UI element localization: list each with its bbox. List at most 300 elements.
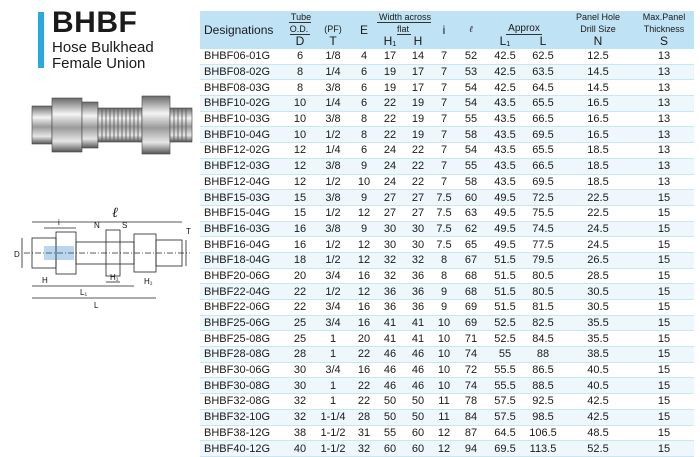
- table-row: [200, 331, 694, 347]
- table-cell: 22: [376, 111, 404, 127]
- table-row: [200, 158, 694, 174]
- table-cell: 24: [376, 174, 404, 190]
- table-cell: 3/4: [314, 268, 352, 284]
- table-cell: 7.5: [432, 237, 456, 253]
- table-cell: 1: [314, 331, 352, 347]
- product-info-panel: [0, 0, 196, 430]
- designation-cell: BHBF12-03G: [200, 158, 286, 174]
- table-cell: 32: [286, 394, 314, 410]
- table-cell: 20: [286, 268, 314, 284]
- table-cell: 6: [352, 64, 376, 80]
- table-cell: 12: [432, 441, 456, 457]
- accent-bar: [38, 12, 44, 68]
- drawing-label-h: H: [42, 276, 48, 285]
- drawing-label-l1: L₁: [80, 288, 88, 297]
- table-cell: 13: [634, 64, 694, 80]
- table-cell: 30: [286, 362, 314, 378]
- table-cell: 35.5: [562, 315, 634, 331]
- designation-cell: BHBF25-06G: [200, 315, 286, 331]
- table-cell: 63.5: [524, 64, 562, 80]
- table-cell: 79.5: [524, 252, 562, 268]
- table-cell: 19: [376, 80, 404, 96]
- table-cell: 19: [404, 96, 432, 112]
- table-cell: 22: [376, 96, 404, 112]
- designation-cell: BHBF08-03G: [200, 80, 286, 96]
- table-cell: 43.5: [486, 127, 524, 143]
- table-cell: 54: [456, 143, 486, 159]
- table-cell: 9: [432, 284, 456, 300]
- designation-cell: BHBF32-08G: [200, 394, 286, 410]
- table-row: [200, 362, 694, 378]
- table-cell: 1/2: [314, 174, 352, 190]
- table-cell: 64.5: [524, 80, 562, 96]
- table-cell: 60: [404, 441, 432, 457]
- table-row: [200, 127, 694, 143]
- table-cell: 7.5: [432, 190, 456, 206]
- table-cell: 16: [286, 221, 314, 237]
- table-cell: 7: [432, 127, 456, 143]
- designation-cell: BHBF12-02G: [200, 143, 286, 159]
- table-cell: 88: [524, 347, 562, 363]
- table-cell: 32: [376, 268, 404, 284]
- table-cell: 26.5: [562, 252, 634, 268]
- table-cell: 19: [404, 127, 432, 143]
- table-cell: 92.5: [524, 394, 562, 410]
- table-cell: 74: [456, 378, 486, 394]
- table-cell: 20: [352, 331, 376, 347]
- table-row: [200, 80, 694, 96]
- table-cell: 13: [634, 111, 694, 127]
- table-cell: 42.5: [562, 409, 634, 425]
- table-cell: 14: [404, 49, 432, 64]
- header-tube-od: Tube O.D.: [286, 11, 314, 35]
- table-cell: 12: [352, 205, 376, 221]
- table-cell: 1/2: [314, 284, 352, 300]
- table-row: [200, 111, 694, 127]
- designation-cell: BHBF15-03G: [200, 190, 286, 206]
- table-cell: 9: [432, 300, 456, 316]
- table-cell: 84: [456, 409, 486, 425]
- table-cell: 36: [404, 300, 432, 316]
- table-cell: 50: [376, 394, 404, 410]
- table-cell: 64.5: [486, 425, 524, 441]
- table-cell: 27: [376, 205, 404, 221]
- table-cell: 10: [432, 331, 456, 347]
- table-cell: 15: [634, 284, 694, 300]
- table-cell: 28: [286, 347, 314, 363]
- table-cell: 15: [286, 190, 314, 206]
- table-cell: 22: [376, 127, 404, 143]
- table-cell: 15: [634, 237, 694, 253]
- table-cell: 15: [634, 347, 694, 363]
- table-cell: 30: [404, 237, 432, 253]
- header-max-panel: Max.Panel Thickness: [634, 11, 694, 35]
- table-cell: 15: [634, 315, 694, 331]
- table-cell: 8: [352, 127, 376, 143]
- header-i: i: [432, 11, 456, 49]
- table-cell: 55: [456, 111, 486, 127]
- table-cell: 10: [352, 174, 376, 190]
- table-cell: 1-1/2: [314, 425, 352, 441]
- table-cell: 77.5: [524, 237, 562, 253]
- table-cell: 15: [634, 331, 694, 347]
- table-cell: 3/4: [314, 315, 352, 331]
- table-cell: 72.5: [524, 190, 562, 206]
- table-cell: 1/4: [314, 143, 352, 159]
- table-cell: 19: [404, 111, 432, 127]
- table-cell: 113.5: [524, 441, 562, 457]
- table-cell: 87: [456, 425, 486, 441]
- table-row: [200, 425, 694, 441]
- table-row: [200, 96, 694, 112]
- table-cell: 30.5: [562, 284, 634, 300]
- designation-cell: BHBF18-04G: [200, 252, 286, 268]
- table-cell: 41: [376, 331, 404, 347]
- designation-cell: BHBF16-04G: [200, 237, 286, 253]
- table-cell: 18.5: [562, 158, 634, 174]
- table-cell: 42.5: [486, 80, 524, 96]
- table-cell: 15: [634, 268, 694, 284]
- table-cell: 69.5: [524, 127, 562, 143]
- table-cell: 43.5: [486, 143, 524, 159]
- table-cell: 9: [352, 221, 376, 237]
- table-cell: 71: [456, 331, 486, 347]
- table-cell: 1/2: [314, 237, 352, 253]
- table-cell: 12: [432, 425, 456, 441]
- table-cell: 50: [404, 394, 432, 410]
- table-cell: 9: [352, 190, 376, 206]
- table-cell: 13: [634, 158, 694, 174]
- drawing-label-n: N: [94, 221, 100, 230]
- table-cell: 3/4: [314, 362, 352, 378]
- table-cell: 38.5: [562, 347, 634, 363]
- table-cell: 24: [376, 143, 404, 159]
- table-cell: 22: [286, 300, 314, 316]
- table-cell: 65.5: [524, 143, 562, 159]
- table-cell: 8: [432, 268, 456, 284]
- table-cell: 50: [376, 409, 404, 425]
- table-cell: 1/4: [314, 96, 352, 112]
- table-cell: 55: [456, 158, 486, 174]
- table-cell: 1: [314, 394, 352, 410]
- technical-drawing: [14, 200, 194, 320]
- table-row: [200, 284, 694, 300]
- table-cell: 49.5: [486, 205, 524, 221]
- table-row: [200, 190, 694, 206]
- designation-cell: BHBF22-06G: [200, 300, 286, 316]
- product-code: BHBF: [52, 6, 138, 39]
- table-cell: 7: [432, 174, 456, 190]
- table-cell: 49.5: [486, 221, 524, 237]
- table-cell: 17: [404, 64, 432, 80]
- table-cell: 94: [456, 441, 486, 457]
- drawing-label-t: T: [186, 227, 191, 236]
- header-h1: H₁: [376, 35, 404, 49]
- table-cell: 57.5: [486, 409, 524, 425]
- table-cell: 30: [376, 237, 404, 253]
- table-cell: 82.5: [524, 315, 562, 331]
- table-row: [200, 49, 694, 64]
- table-cell: 7: [432, 64, 456, 80]
- table-cell: 15: [634, 221, 694, 237]
- designation-cell: BHBF30-06G: [200, 362, 286, 378]
- table-cell: 8: [286, 80, 314, 96]
- designation-cell: BHBF06-01G: [200, 49, 286, 64]
- designation-cell: BHBF16-03G: [200, 221, 286, 237]
- table-cell: 12: [286, 174, 314, 190]
- table-cell: 46: [404, 378, 432, 394]
- table-cell: 69.5: [524, 174, 562, 190]
- table-cell: 3/8: [314, 158, 352, 174]
- table-cell: 30.5: [562, 300, 634, 316]
- table-cell: 17: [404, 80, 432, 96]
- table-cell: 32: [286, 409, 314, 425]
- designation-cell: BHBF10-03G: [200, 111, 286, 127]
- table-cell: 65: [456, 237, 486, 253]
- header-approx: Approx: [486, 11, 562, 35]
- table-cell: 74: [456, 347, 486, 363]
- table-cell: 14.5: [562, 80, 634, 96]
- table-cell: 10: [432, 347, 456, 363]
- table-cell: 81.5: [524, 300, 562, 316]
- table-cell: 41: [404, 331, 432, 347]
- table-cell: 51.5: [486, 300, 524, 316]
- table-cell: 48.5: [562, 425, 634, 441]
- header-width-across-flat: Width across flat: [376, 11, 432, 35]
- table-row: [200, 378, 694, 394]
- table-cell: 27: [376, 190, 404, 206]
- drawing-label-l: L: [94, 301, 99, 310]
- header-designations: Designations: [200, 11, 286, 49]
- header-n: N: [562, 35, 634, 49]
- table-cell: 36: [376, 300, 404, 316]
- header-l: L: [524, 35, 562, 49]
- designation-cell: BHBF10-04G: [200, 127, 286, 143]
- table-cell: 62: [456, 221, 486, 237]
- table-cell: 7: [432, 49, 456, 64]
- table-cell: 6: [352, 96, 376, 112]
- table-cell: 10: [286, 127, 314, 143]
- header-pf: (PF): [314, 11, 352, 35]
- table-cell: 80.5: [524, 284, 562, 300]
- table-cell: 43.5: [486, 96, 524, 112]
- table-cell: 6: [352, 80, 376, 96]
- header-panel-hole: Panel Hole Drill Size: [562, 11, 634, 35]
- table-cell: 3/8: [314, 80, 352, 96]
- table-cell: 55.5: [486, 378, 524, 394]
- table-cell: 18: [286, 252, 314, 268]
- table-cell: 43.5: [486, 158, 524, 174]
- table-cell: 16: [352, 362, 376, 378]
- table-cell: 32: [376, 252, 404, 268]
- table-cell: 24.5: [562, 221, 634, 237]
- table-cell: 15: [634, 362, 694, 378]
- table-cell: 15: [634, 205, 694, 221]
- header-h: H: [404, 35, 432, 49]
- table-cell: 69.5: [486, 441, 524, 457]
- product-name-line1: Hose Bulkhead: [52, 39, 154, 56]
- designation-cell: BHBF20-06G: [200, 268, 286, 284]
- designation-cell: BHBF22-04G: [200, 284, 286, 300]
- table-cell: 1: [314, 378, 352, 394]
- table-cell: 12: [352, 237, 376, 253]
- table-cell: 22: [404, 174, 432, 190]
- table-cell: 7: [432, 80, 456, 96]
- table-cell: 1/8: [314, 49, 352, 64]
- table-cell: 10: [432, 378, 456, 394]
- drawing-label-i: i: [58, 218, 60, 227]
- table-cell: 46: [376, 378, 404, 394]
- table-cell: 72: [456, 362, 486, 378]
- table-cell: 6: [286, 49, 314, 64]
- table-cell: 36: [404, 268, 432, 284]
- table-cell: 60: [376, 441, 404, 457]
- header-s: S: [634, 35, 694, 49]
- table-cell: 7: [432, 111, 456, 127]
- table-cell: 84.5: [524, 331, 562, 347]
- table-cell: 7: [432, 158, 456, 174]
- table-cell: 75.5: [524, 205, 562, 221]
- table-row: [200, 268, 694, 284]
- table-cell: 42.5: [486, 64, 524, 80]
- table-cell: 3/4: [314, 300, 352, 316]
- table-cell: 63: [456, 205, 486, 221]
- table-row: [200, 237, 694, 253]
- table-cell: 58: [456, 174, 486, 190]
- table-cell: 36: [404, 284, 432, 300]
- table-cell: 17: [376, 49, 404, 64]
- table-cell: 8: [286, 64, 314, 80]
- table-cell: 10: [432, 362, 456, 378]
- table-cell: 30: [404, 221, 432, 237]
- table-header-row-top: [200, 11, 694, 35]
- table-cell: 12: [352, 252, 376, 268]
- table-cell: 106.5: [524, 425, 562, 441]
- table-cell: 54: [456, 80, 486, 96]
- table-cell: 3/8: [314, 190, 352, 206]
- table-cell: 7: [432, 143, 456, 159]
- table-cell: 16.5: [562, 127, 634, 143]
- table-cell: 24: [376, 158, 404, 174]
- table-cell: 58: [456, 127, 486, 143]
- table-cell: 11: [432, 409, 456, 425]
- drawing-label-ell: ℓ: [112, 205, 118, 221]
- fitting-photo: [28, 88, 196, 162]
- table-row: [200, 252, 694, 268]
- table-cell: 69: [456, 315, 486, 331]
- designation-cell: BHBF10-02G: [200, 96, 286, 112]
- drawing-label-s: S: [122, 221, 128, 230]
- table-cell: 51.5: [486, 268, 524, 284]
- table-cell: 15: [634, 190, 694, 206]
- table-cell: 7.5: [432, 205, 456, 221]
- table-cell: 12: [352, 284, 376, 300]
- table-cell: 16: [286, 237, 314, 253]
- table-row: [200, 143, 694, 159]
- table-cell: 40.5: [562, 378, 634, 394]
- table-cell: 1-1/4: [314, 409, 352, 425]
- header-ell: ℓ: [456, 11, 486, 49]
- table-cell: 15: [634, 441, 694, 457]
- table-cell: 60: [404, 425, 432, 441]
- table-cell: 16: [352, 300, 376, 316]
- table-cell: 10: [286, 96, 314, 112]
- table-cell: 68: [456, 268, 486, 284]
- table-cell: 67: [456, 252, 486, 268]
- table-cell: 55: [486, 347, 524, 363]
- table-cell: 66.5: [524, 111, 562, 127]
- table-cell: 32: [404, 252, 432, 268]
- table-cell: 43.5: [486, 174, 524, 190]
- table-cell: 42.5: [562, 394, 634, 410]
- table-cell: 27: [404, 205, 432, 221]
- table-cell: 11: [432, 394, 456, 410]
- table-row: [200, 315, 694, 331]
- table-cell: 1-1/2: [314, 441, 352, 457]
- table-cell: 46: [376, 362, 404, 378]
- table-cell: 15: [634, 409, 694, 425]
- table-row: [200, 394, 694, 410]
- designation-cell: BHBF32-10G: [200, 409, 286, 425]
- table-cell: 30: [376, 221, 404, 237]
- table-cell: 62.5: [524, 49, 562, 64]
- table-cell: 51.5: [486, 252, 524, 268]
- table-cell: 1/2: [314, 252, 352, 268]
- table-cell: 8: [352, 111, 376, 127]
- designation-cell: BHBF30-08G: [200, 378, 286, 394]
- table-cell: 53: [456, 64, 486, 80]
- table-cell: 15: [634, 252, 694, 268]
- table-cell: 25: [286, 315, 314, 331]
- table-cell: 22.5: [562, 190, 634, 206]
- table-cell: 36: [376, 284, 404, 300]
- table-cell: 8: [432, 252, 456, 268]
- table-cell: 32: [352, 441, 376, 457]
- table-cell: 6: [352, 143, 376, 159]
- drawing-label-h1-b: H₁: [144, 277, 153, 286]
- table-cell: 31: [352, 425, 376, 441]
- table-cell: 15: [286, 205, 314, 221]
- table-cell: 13: [634, 49, 694, 64]
- table-cell: 3/8: [314, 111, 352, 127]
- table-cell: 55: [376, 425, 404, 441]
- table-cell: 1: [314, 347, 352, 363]
- spec-table: [200, 11, 694, 457]
- table-cell: 12: [286, 158, 314, 174]
- table-cell: 10: [432, 315, 456, 331]
- table-cell: 80.5: [524, 268, 562, 284]
- table-cell: 22: [404, 143, 432, 159]
- table-cell: 18.5: [562, 174, 634, 190]
- table-cell: 38: [286, 425, 314, 441]
- table-cell: 50: [404, 409, 432, 425]
- table-cell: 86.5: [524, 362, 562, 378]
- table-cell: 13: [634, 127, 694, 143]
- table-row: [200, 174, 694, 190]
- table-cell: 15: [634, 394, 694, 410]
- table-cell: 40.5: [562, 362, 634, 378]
- designation-cell: BHBF28-08G: [200, 347, 286, 363]
- designation-cell: BHBF38-12G: [200, 425, 286, 441]
- table-cell: 13: [634, 174, 694, 190]
- table-cell: 18.5: [562, 143, 634, 159]
- table-cell: 15: [634, 378, 694, 394]
- table-row: [200, 409, 694, 425]
- table-cell: 10: [286, 111, 314, 127]
- header-e: E: [352, 11, 376, 49]
- table-cell: 68: [456, 284, 486, 300]
- table-cell: 60: [456, 190, 486, 206]
